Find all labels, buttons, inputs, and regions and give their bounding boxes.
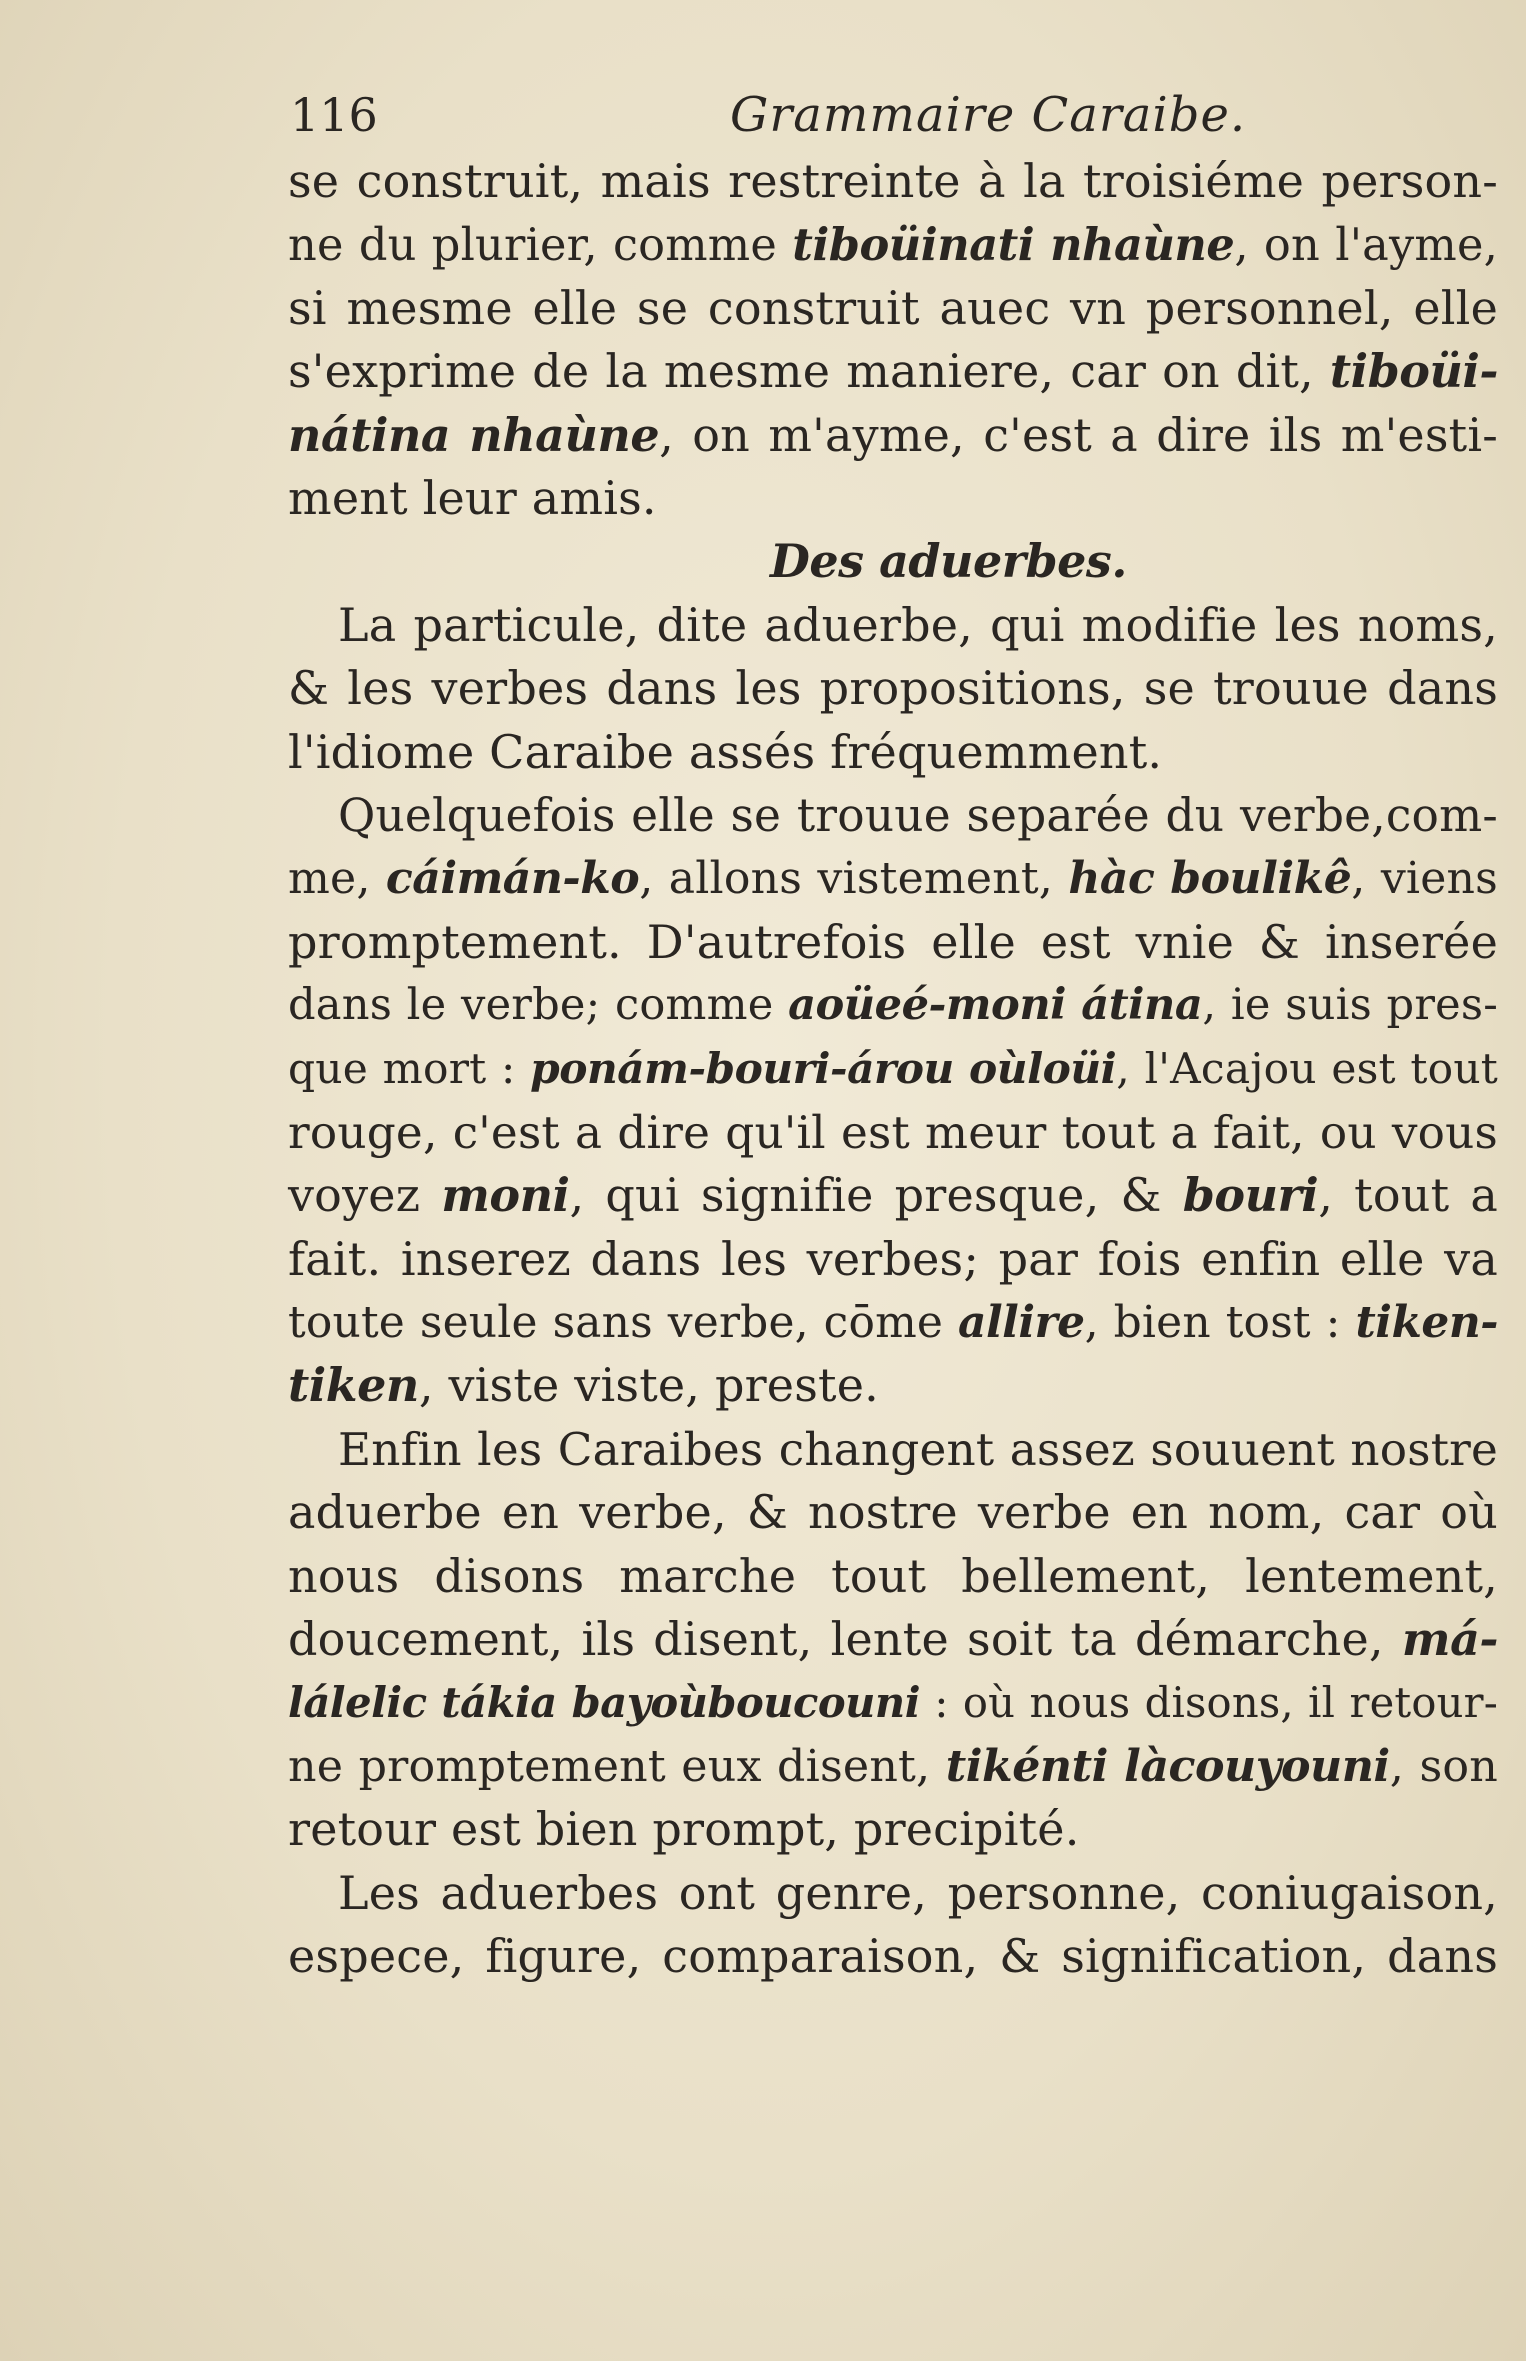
text-segment: rouge, c'est a dire qu'il est meur tout a fait, ou vous [288, 1105, 1498, 1159]
text-line [288, 404, 1498, 467]
italic-caribbean-term: lálelic tákia bayoùboucouni [288, 1678, 921, 1728]
text-segment: me, [288, 853, 386, 905]
text-segment: fait. inserez dans les verbes; par fois enfin elle va [288, 1231, 1498, 1286]
text-line [288, 1735, 1498, 1798]
text-line [288, 1481, 1498, 1544]
page-number: 116 [290, 88, 378, 142]
text-line [288, 1101, 1498, 1164]
running-title: Grammaire Caraibe. [730, 87, 1247, 143]
italic-caribbean-term: hàc boulikê [1068, 853, 1352, 905]
text-line [288, 657, 1498, 720]
text-line [288, 1925, 1498, 1988]
italic-caribbean-term: tikénti làcouyouni [945, 1739, 1390, 1792]
text-line [288, 1418, 1498, 1481]
text-line [288, 974, 1498, 1037]
text-line [288, 911, 1498, 974]
text-segment: La particule, dite aduerbe, qui modifie les noms, [338, 597, 1498, 652]
italic-caribbean-term: aoüeé-moni átina [788, 980, 1203, 1031]
text-segment: se construit, mais restreinte à la troisiéme person- [288, 154, 1498, 208]
text-segment: retour est bien prompt, precipité. [288, 1802, 1080, 1857]
body-text [288, 150, 1498, 1988]
text-segment: ne du plurier, comme [288, 219, 793, 272]
text-line [288, 1671, 1498, 1734]
text-line [288, 277, 1498, 340]
text-segment: toute seule sans verbe, cōme [288, 1297, 959, 1349]
text-line [288, 1228, 1498, 1291]
text-segment: Quelquefois elle se trouue separée du verbe,com- [338, 788, 1498, 842]
text-line [288, 721, 1498, 784]
text-segment: , viste viste, preste. [418, 1358, 879, 1413]
text-segment: aduerbe en verbe, & nostre verbe en nom, car où [288, 1485, 1498, 1540]
running-head [290, 80, 1510, 150]
section-heading [288, 530, 1498, 593]
text-segment: dans le verbe; comme [288, 980, 789, 1031]
text-line [288, 1545, 1498, 1608]
text-segment: que mort : [288, 1044, 531, 1094]
text-segment: Les aduerbes ont genre, personne, coniugaison, [338, 1865, 1498, 1920]
text-segment: promptement. D'autrefois elle est vnie & inserée [288, 914, 1498, 969]
text-segment: , bien tost : [1084, 1297, 1356, 1349]
text-segment: , qui signifie presque, & [569, 1168, 1183, 1223]
text-line [288, 1164, 1498, 1227]
italic-caribbean-term: tiken [288, 1358, 419, 1413]
text-line [288, 1037, 1498, 1100]
text-segment: ne promptement eux disent, [288, 1740, 946, 1792]
italic-caribbean-term: allire [958, 1297, 1085, 1349]
italic-caribbean-term: tiboüi- [1329, 344, 1498, 399]
text-line [288, 1354, 1498, 1417]
italic-caribbean-term: ponám-bouri-árou oùloüi [530, 1043, 1117, 1094]
text-line [288, 784, 1498, 847]
text-line [288, 594, 1498, 657]
italic-caribbean-term: nátina nhaùne [288, 407, 660, 462]
text-segment: nous disons marche tout bellement, lentement, [288, 1548, 1498, 1603]
text-segment: , l'Acajou est tout [1116, 1044, 1499, 1094]
text-line [288, 467, 1498, 530]
italic-caribbean-term: tiboüinati nhaùne [792, 218, 1235, 272]
text-segment: espece, figure, comparaison, & signification, dans [288, 1928, 1498, 1983]
italic-caribbean-term: tiken- [1355, 1297, 1498, 1349]
italic-caribbean-term: Des aduerbes. [770, 534, 1127, 589]
text-segment: , ie suis pres- [1202, 980, 1498, 1031]
text-line [288, 150, 1498, 213]
italic-caribbean-term: cáimán-ko [385, 853, 640, 905]
text-segment: , on l'ayme, [1234, 219, 1498, 272]
italic-caribbean-term: bouri [1182, 1168, 1319, 1223]
text-segment: si mesme elle se construit auec vn personnel, elle [288, 280, 1498, 335]
text-segment: & les verbes dans les propositions, se trouue dans [288, 661, 1498, 716]
text-line [288, 1798, 1498, 1861]
text-line [288, 1608, 1498, 1671]
italic-caribbean-term: moni [441, 1168, 570, 1223]
text-segment: , son [1389, 1740, 1498, 1792]
text-segment: Enfin les Caraibes changent assez souuent nostre [338, 1422, 1498, 1476]
text-segment: ment leur amis. [288, 470, 657, 525]
text-line [288, 1291, 1498, 1354]
italic-caribbean-term: má- [1401, 1611, 1498, 1666]
text-segment: voyez [288, 1168, 442, 1223]
text-segment: , viens [1351, 853, 1498, 905]
text-line [288, 340, 1498, 403]
text-segment: , tout a [1318, 1168, 1498, 1223]
text-segment: : où nous disons, il retour- [920, 1678, 1498, 1728]
text-segment: l'idiome Caraibe assés fréquemment. [288, 724, 1163, 779]
text-line [288, 213, 1498, 276]
text-segment: , allons vistement, [639, 853, 1069, 905]
text-line [288, 847, 1498, 910]
text-line [288, 1862, 1498, 1925]
text-segment: , on m'ayme, c'est a dire ils m'esti- [659, 407, 1498, 462]
text-segment: s'exprime de la mesme maniere, car on dit, [288, 344, 1330, 399]
text-segment: doucement, ils disent, lente soit ta démarche, [288, 1611, 1402, 1666]
